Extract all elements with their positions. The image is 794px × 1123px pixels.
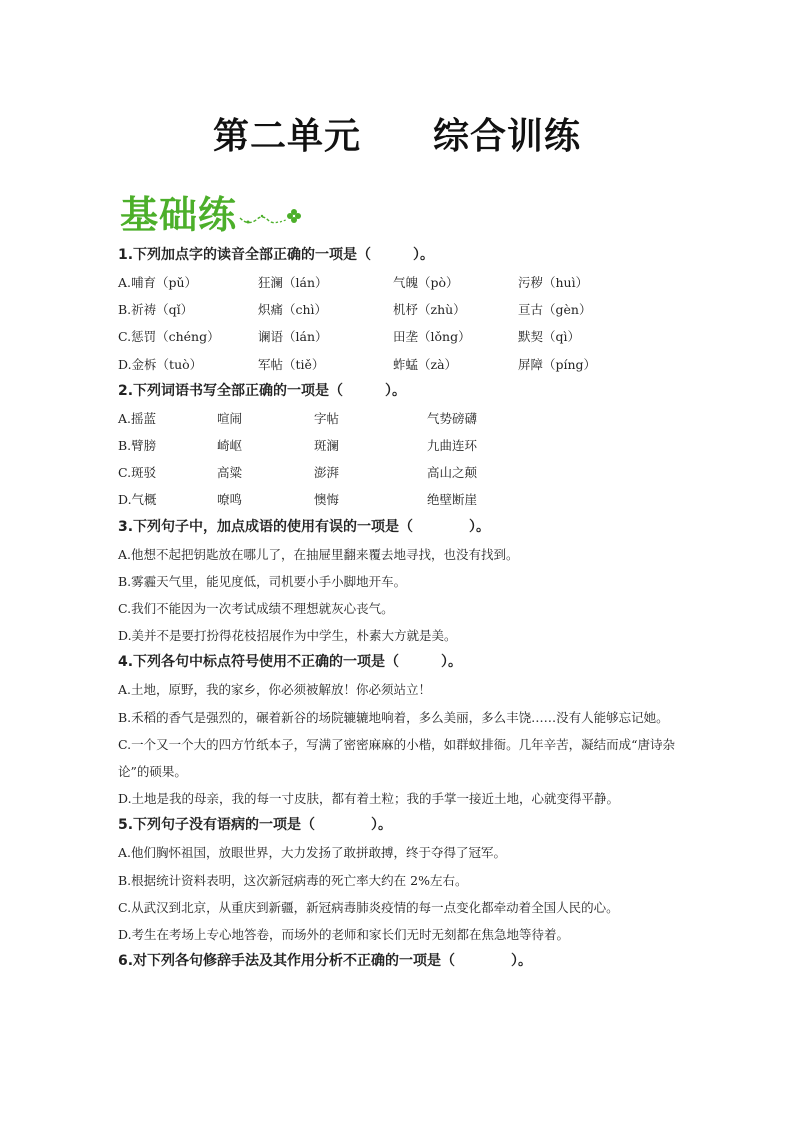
option-cell: 屏障（píng） xyxy=(518,356,597,372)
question-4-option-b: B.禾稻的香气是强烈的，碾着新谷的场院辘辘地响着，多么美丽，多么丰饶……没有人能够忘记她。 xyxy=(118,709,669,725)
question-4-option-d: D.土地是我的母亲，我的每一寸皮肤，都有着土粒；我的手掌一接近土地，心就变得平静。 xyxy=(118,791,620,807)
question-6-stem: 6.对下列各句修辞手法及其作用分析不正确的一项是（ ）。 xyxy=(118,953,533,970)
option-cell: A.哺育（pǔ） xyxy=(118,275,198,290)
option-cell: 斑澜 xyxy=(314,437,340,453)
page-title xyxy=(0,108,794,159)
question-1-row-a xyxy=(118,269,688,296)
question-2-row-c xyxy=(118,459,688,486)
option-cell: 气势磅礴 xyxy=(427,410,478,426)
option-cell: C.斑驳 xyxy=(118,465,157,481)
option-cell: 谰语（lán） xyxy=(258,329,328,345)
question-3-option-c: C.我们不能因为一次考试成绩不理想就灰心丧气。 xyxy=(118,600,394,616)
option-cell: 亘古（gèn） xyxy=(518,302,592,318)
question-3-option-b: B.雾霾天气里，能见度低，司机要小手小脚地开车。 xyxy=(118,573,407,589)
question-1-stem: 1.下列加点字的读音全部正确的一项是（ ）。 xyxy=(118,247,435,263)
question-1-row-b xyxy=(118,296,688,323)
option-cell: 狂澜（lán） xyxy=(258,275,328,290)
option-cell: 默契（qì） xyxy=(518,329,580,345)
option-cell: D.气概 xyxy=(118,492,157,508)
question-4-stem: 4.下列各句中标点符号使用不正确的一项是（ ）。 xyxy=(118,654,463,671)
option-cell: 田垄（lǒng） xyxy=(393,329,471,345)
option-cell: A.摇蓝 xyxy=(118,410,157,426)
question-2-row-d xyxy=(118,486,688,513)
option-cell: B.祈祷（qǐ） xyxy=(118,302,194,318)
option-cell: D.金柝（tuò） xyxy=(118,356,203,372)
option-cell: 绝壁断崖 xyxy=(427,492,478,508)
option-cell: 崎岖 xyxy=(217,437,243,453)
exercise-content xyxy=(118,242,688,975)
clover-swirl-icon xyxy=(238,204,308,228)
question-5-option-d: D.考生在考场上专心地答卷，而场外的老师和家长们无时无刻都在焦急地等待着。 xyxy=(118,926,570,942)
question-3-option-d: D.美并不是要打扮得花枝招展作为中学生，朴素大方就是美。 xyxy=(118,628,457,644)
question-3-stem: 3.下列句子中，加点成语的使用有误的一项是（ ）。 xyxy=(118,518,491,535)
question-5-option-b: B.根据统计资料表明，这次新冠病毒的死亡率大约在 2%左右。 xyxy=(118,872,468,888)
question-5-stem: 5.下列句子没有语病的一项是（ ）。 xyxy=(118,817,393,834)
question-5-option-a: A.他们胸怀祖国，放眼世界，大力发扬了敢拼敢搏，终于夺得了冠军。 xyxy=(118,845,507,861)
option-cell: C.惩罚（chéng） xyxy=(118,329,220,345)
option-cell: 喧闹 xyxy=(217,410,243,426)
option-cell: 高山之颠 xyxy=(427,465,478,481)
question-4-option-a: A.土地，原野，我的家乡，你必须被解放！你必须站立！ xyxy=(118,682,432,698)
question-2-row-a xyxy=(118,405,688,432)
option-cell: 蚱蜢（zà） xyxy=(393,356,458,372)
question-3-option-a: A.他想不起把钥匙放在哪儿了，在抽屉里翻来覆去地寻找，也没有找到。 xyxy=(118,546,519,562)
option-cell: 气魄（pò） xyxy=(393,275,459,290)
option-cell: 九曲连环 xyxy=(427,437,478,453)
option-cell: B.臂膀 xyxy=(118,437,157,453)
question-2-stem: 2.下列词语书写全部正确的一项是（ ）。 xyxy=(118,382,407,399)
option-cell: 嘹鸣 xyxy=(217,492,243,508)
question-2-row-b xyxy=(118,432,688,459)
section-badge xyxy=(120,184,310,237)
option-cell: 污秽（huì） xyxy=(518,275,589,290)
question-1-row-c xyxy=(118,323,688,350)
question-1-row-d xyxy=(118,351,688,378)
option-cell: 字帖 xyxy=(314,410,340,426)
option-cell: 炽痛（chì） xyxy=(258,302,328,318)
question-5-option-c: C.从武汉到北京，从重庆到新疆，新冠病毒肺炎疫情的每一点变化都牵动着全国人民的心。 xyxy=(118,899,619,915)
option-cell: 懊悔 xyxy=(314,492,340,508)
option-cell: 军帖（tiě） xyxy=(258,356,325,372)
option-cell: 澎湃 xyxy=(314,465,340,481)
section-badge-label: 基础练 xyxy=(120,193,238,237)
option-cell: 高粱 xyxy=(217,465,243,481)
option-cell: 机杼（zhù） xyxy=(393,302,466,318)
title-topic: 综合训练 xyxy=(433,116,582,157)
question-4-option-c: C.一个又一个大的四方竹纸本子，写满了密密麻麻的小楷，如群蚁排衙。几年辛苦，凝结而成“唐诗杂论”的硕果。 xyxy=(118,736,675,779)
title-unit: 第二单元 xyxy=(212,116,361,157)
